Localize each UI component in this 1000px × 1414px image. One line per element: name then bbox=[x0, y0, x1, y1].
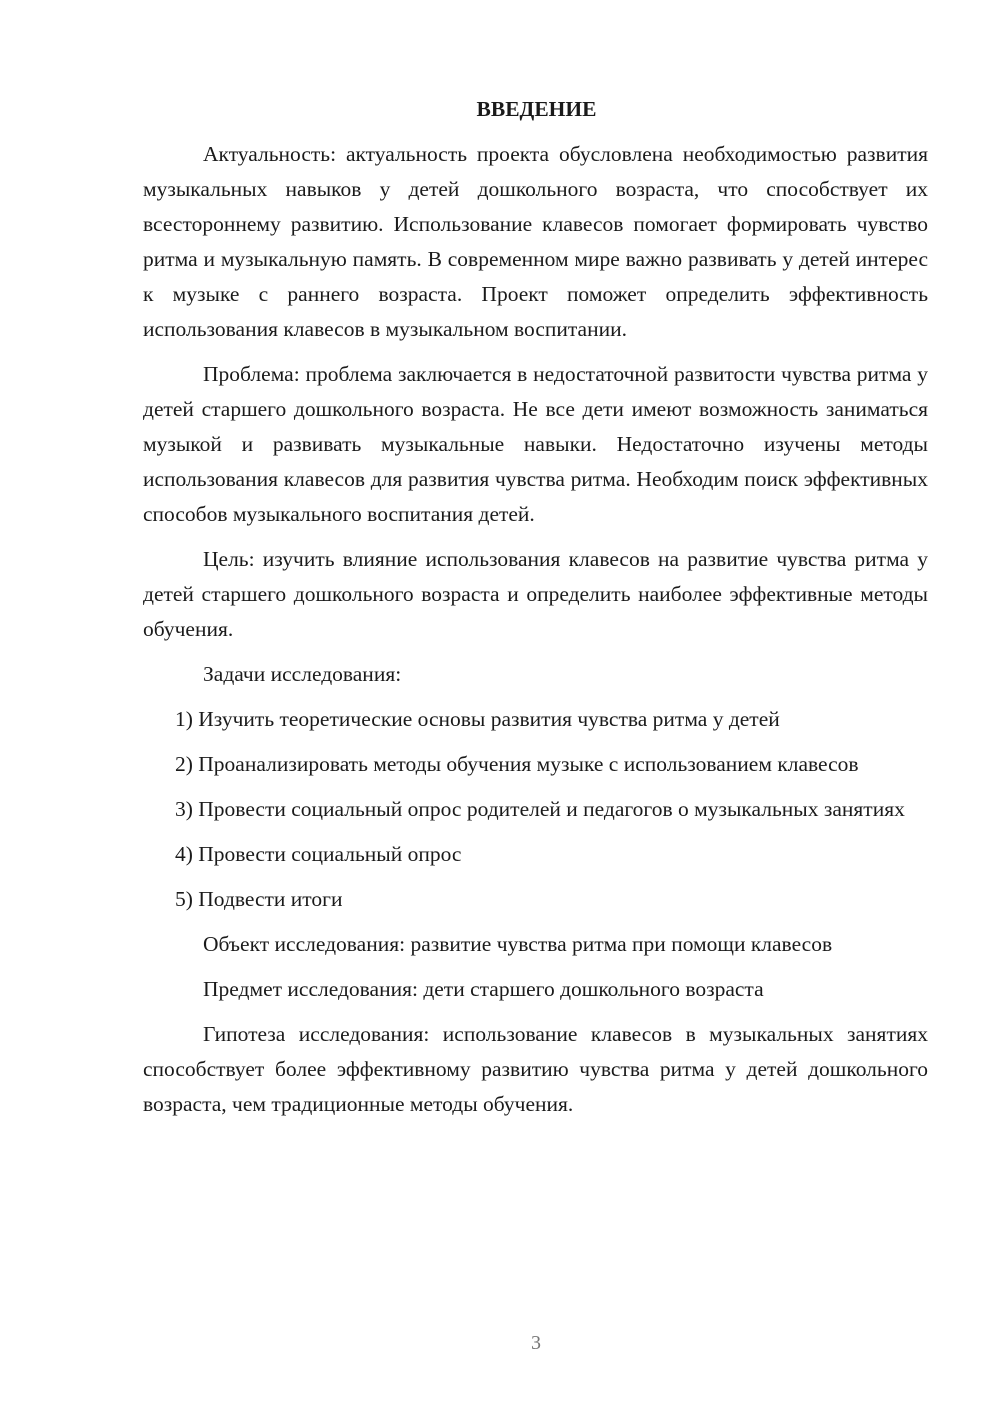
page-number: 3 bbox=[531, 1332, 541, 1354]
tasks-heading: Задачи исследования: bbox=[203, 662, 402, 686]
object-paragraph: Объект исследования: развитие чувства ритма при помощи клавесов bbox=[203, 932, 833, 956]
task-item-1: 1) Изучить теоретические основы развития чувства ритма у детей bbox=[175, 707, 780, 731]
task-item-5: 5) Подвести итоги bbox=[175, 887, 343, 911]
document-page bbox=[143, 92, 928, 1132]
goal-paragraph: Цель: изучить влияние использования клавесов на развитие чувства ритма у детей старшего дошкольного возраста и определить наиболее эффективные методы обучения. bbox=[143, 547, 928, 641]
task-item-2: 2) Проанализировать методы обучения музыке с использованием клавесов bbox=[175, 752, 859, 776]
section-title: ВВЕДЕНИЕ bbox=[476, 97, 597, 121]
hypothesis-paragraph: Гипотеза исследования: использование клавесов в музыкальных занятиях способствует более эффективному развитию чувства ритма у детей дошкольного возраста, чем традиционные методы обучения. bbox=[143, 1022, 928, 1116]
task-item-4: 4) Провести социальный опрос bbox=[175, 842, 462, 866]
subject-paragraph: Предмет исследования: дети старшего дошкольного возраста bbox=[203, 977, 764, 1001]
relevance-paragraph: Актуальность: актуальность проекта обусловлена необходимостью развития музыкальных навыков у детей дошкольного возраста, что способствует их всестороннему развитию. Использование клавесов помогает формировать чувство ритма и музыкальную память. В современном мире важно развивать у детей интерес к музыке с раннего возраста. Проект поможет определить эффективность использования клавесов в музыкальном воспитании. bbox=[143, 142, 928, 341]
task-item-3: 3) Провести социальный опрос родителей и педагогов о музыкальных занятиях bbox=[175, 797, 905, 821]
problem-paragraph: Проблема: проблема заключается в недостаточной развитости чувства ритма у детей старшего дошкольного возраста. Не все дети имеют возможность заниматься музыкой и развивать музыкальные навыки. Недостаточно изучены методы использования клавесов для развития чувства ритма. Необходим поиск эффективных способов музыкального воспитания детей. bbox=[143, 362, 928, 526]
